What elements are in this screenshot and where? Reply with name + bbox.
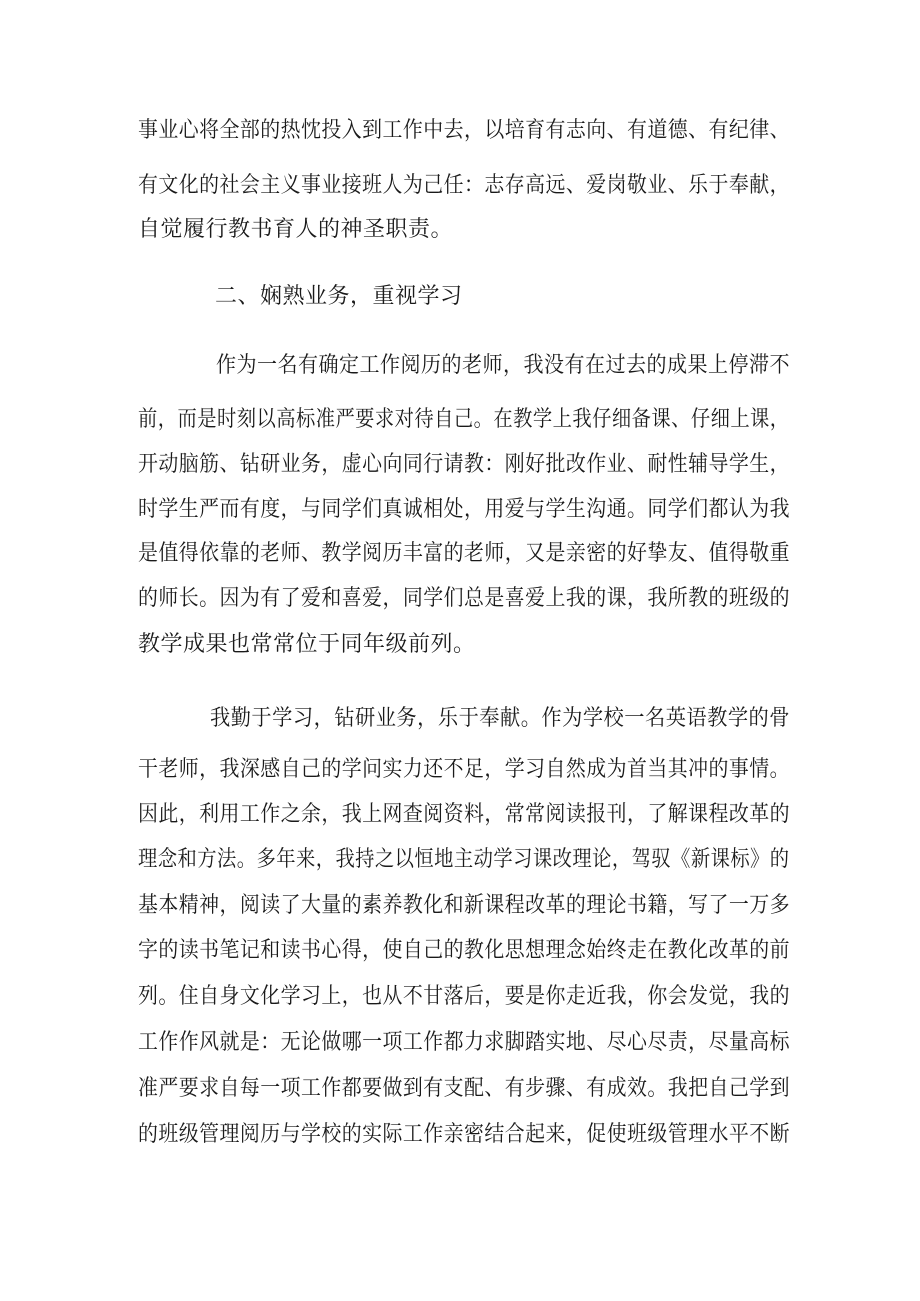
paragraph-3-line-5: 基本精神，阅读了大量的素养教化和新课程改革的理论书籍，写了一万多 xyxy=(138,893,791,918)
paragraph-2-line-4: 时学生严而有度，与同学们真诚相处，用爱与学生沟通。同学们都认为我 xyxy=(138,497,791,522)
paragraph-3-line-7: 列。住自身文化学习上，也从不甘落后，要是你走近我，你会发觉，我的 xyxy=(138,984,791,1009)
paragraph-3-line-1: 我勤于学习，钻研业务，乐于奉献。作为学校一名英语教学的骨 xyxy=(210,706,790,731)
paragraph-2-line-3: 开动脑筋、钻研业务，虚心向同行请教：刚好批改作业、耐性辅导学生， xyxy=(138,452,791,477)
paragraph-3-line-2: 干老师，我深感自己的学问实力还不足，学习自然成为首当其冲的事情。 xyxy=(138,757,791,782)
paragraph-2-line-5: 是值得依靠的老师、教学阅历丰富的老师，又是亲密的好挚友、值得敬重 xyxy=(138,541,791,566)
paragraph-1-line-2: 有文化的社会主义事业接班人为己任：志存高远、爱岗敬业、乐于奉献， xyxy=(138,173,791,198)
paragraph-3-line-10: 的班级管理阅历与学校的实际工作亲密结合起来，促使班级管理水平不断 xyxy=(138,1122,791,1147)
section-heading: 二、娴熟业务，重视学习 xyxy=(215,284,463,309)
paragraph-3-line-4: 理念和方法。多年来，我持之以恒地主动学习课改理论，驾驭《新课标》的 xyxy=(138,847,790,872)
paragraph-2-line-1: 作为一名有确定工作阅历的老师，我没有在过去的成果上停滞不 xyxy=(216,353,791,378)
paragraph-1-line-1: 事业心将全部的热忱投入到工作中去，以培育有志向、有道德、有纪律、 xyxy=(138,118,791,143)
paragraph-2-line-2: 前，而是时刻以高标准严要求对待自己。在教学上我仔细备课、仔细上课， xyxy=(138,407,790,432)
paragraph-2-line-6: 的师长。因为有了爱和喜爱，同学们总是喜爱上我的课，我所教的班级的 xyxy=(138,586,791,611)
paragraph-2-line-7: 教学成果也常常位于同年级前列。 xyxy=(138,632,476,657)
paragraph-3-line-6: 字的读书笔记和读书心得，使自己的教化思想理念始终走在教化改革的前 xyxy=(138,938,791,963)
paragraph-1-line-3: 自觉履行教书育人的神圣职责。 xyxy=(138,217,454,242)
paragraph-3-line-3: 因此，利用工作之余，我上网查阅资料，常常阅读报刊，了解课程改革的 xyxy=(138,802,791,827)
paragraph-3-line-9: 准严要求自每一项工作都要做到有支配、有步骤、有成效。我把自己学到 xyxy=(138,1076,791,1101)
paragraph-3-line-8: 工作作风就是：无论做哪一项工作都力求脚踏实地、尽心尽责，尽量高标 xyxy=(138,1030,791,1055)
